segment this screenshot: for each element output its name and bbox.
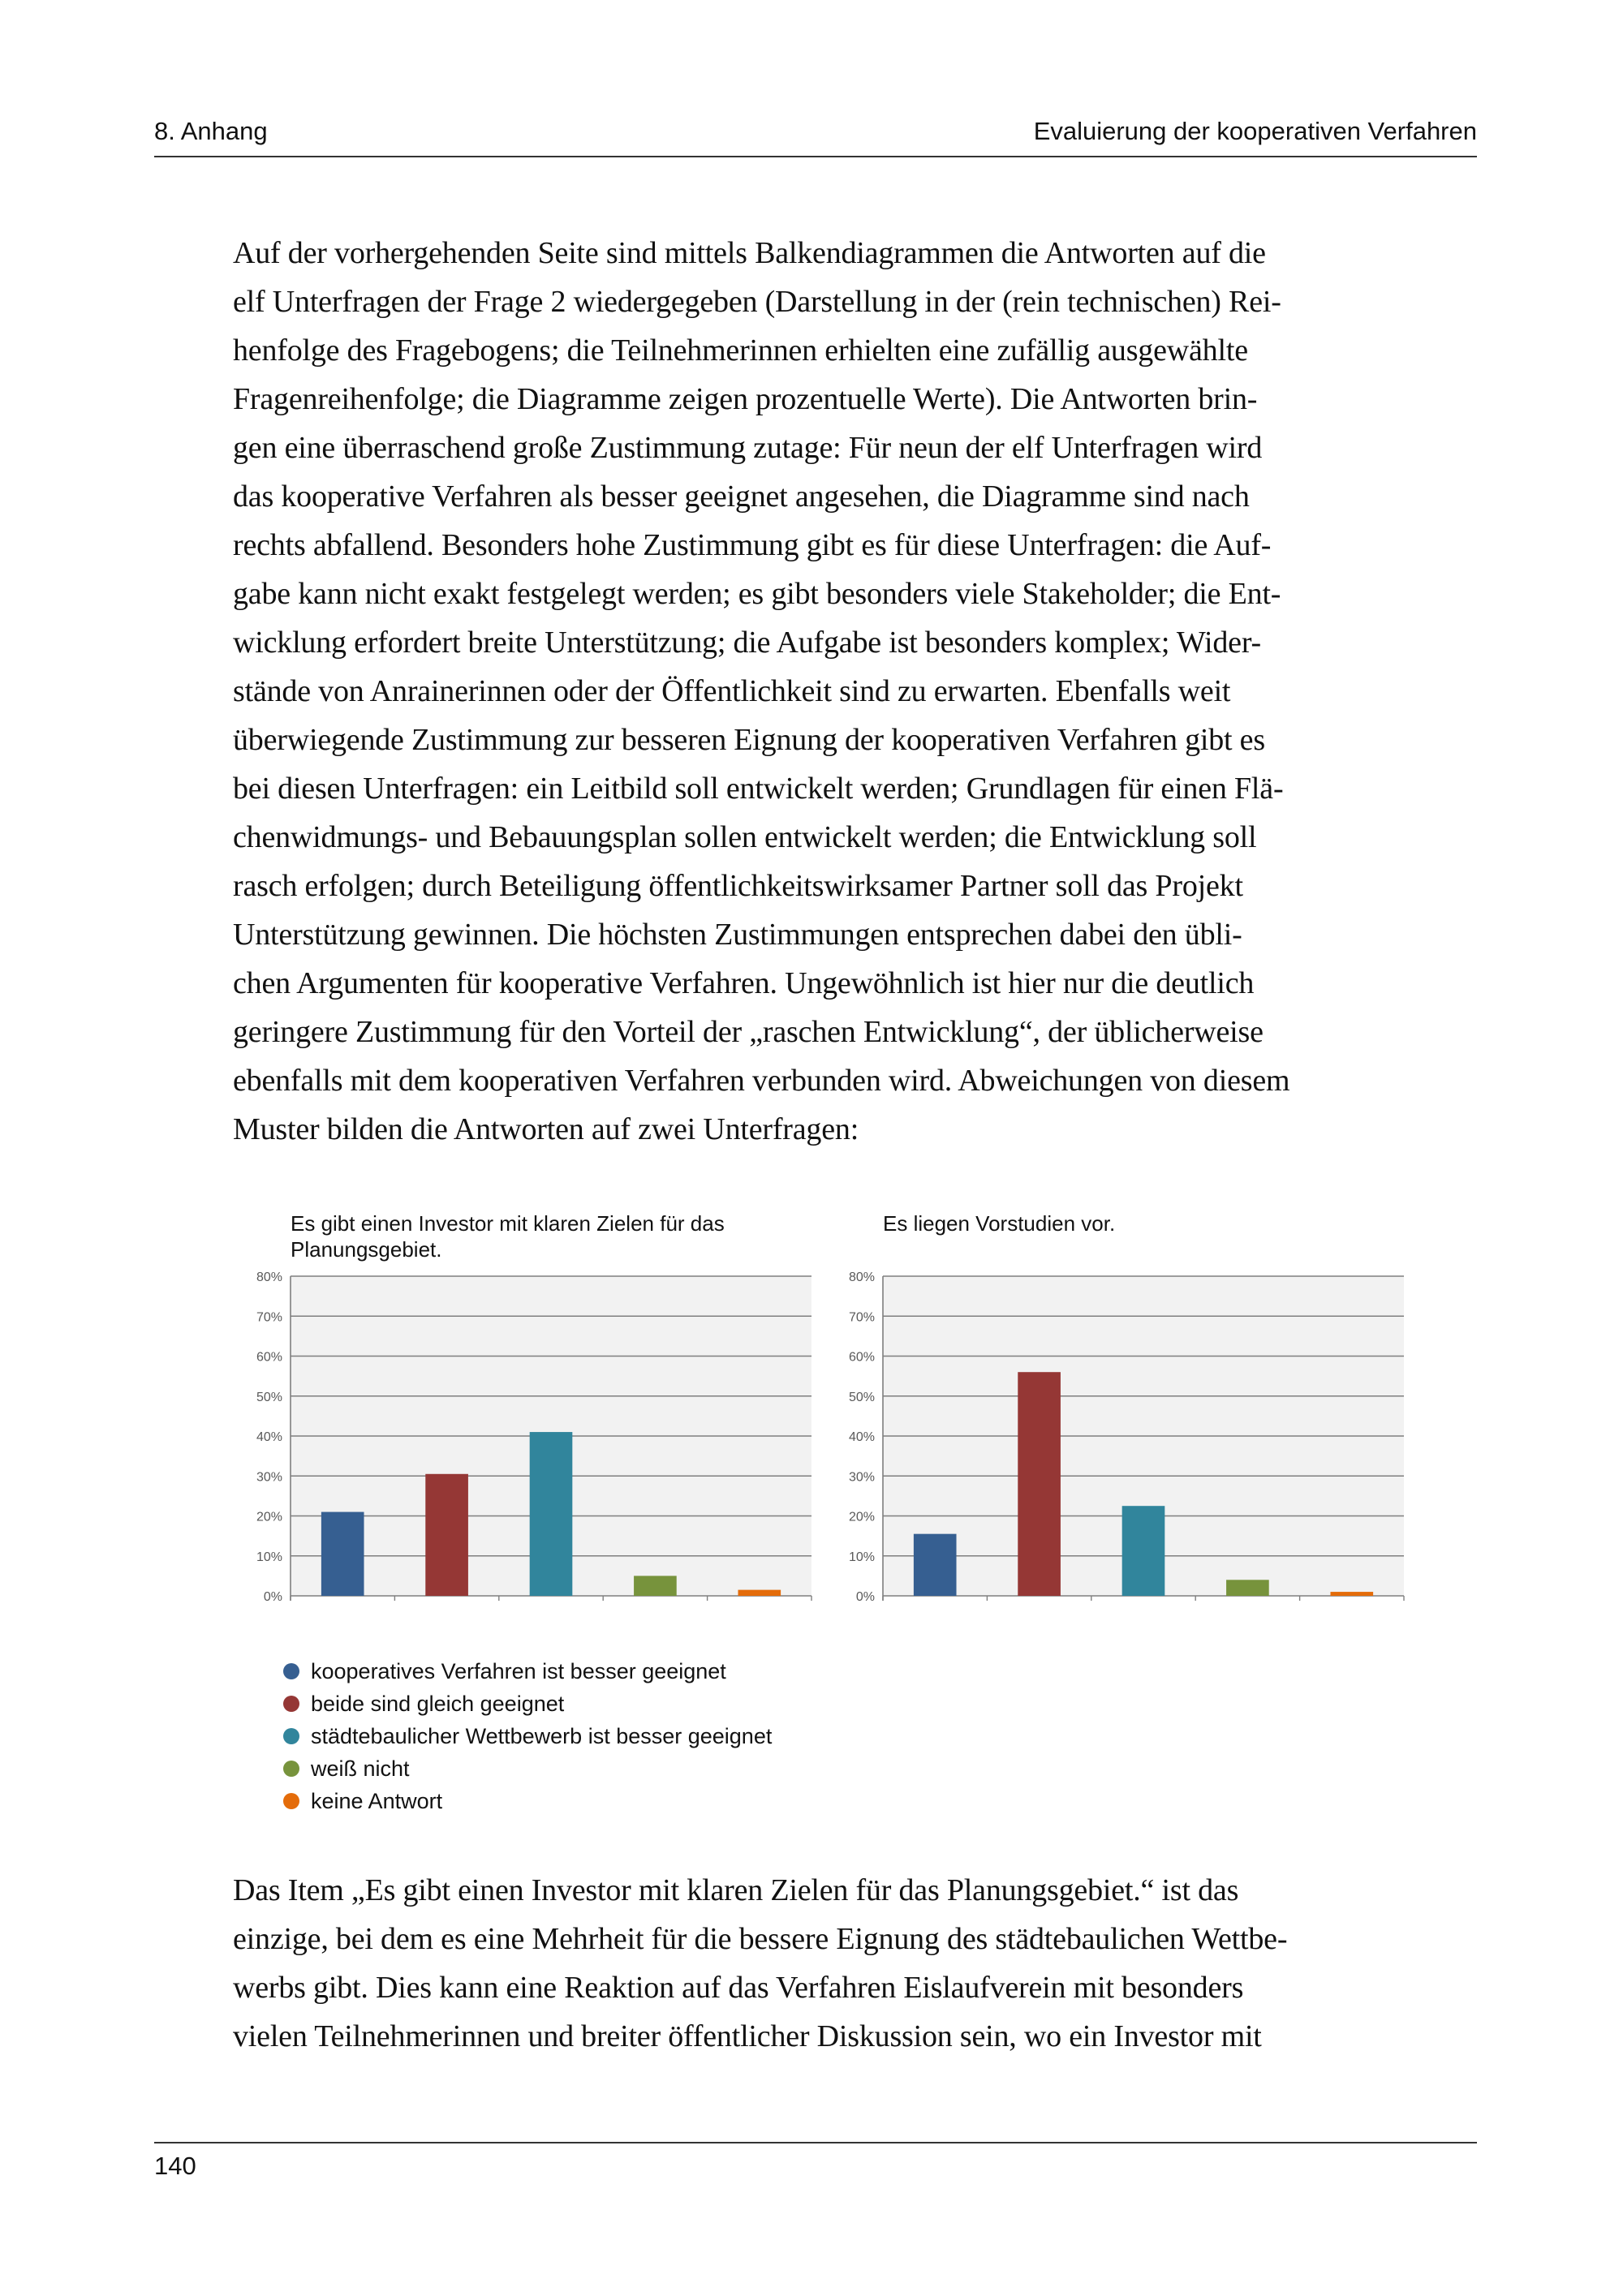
y-tick-label: 70%	[848, 1310, 875, 1325]
section-title: Evaluierung der kooperativen Verfahren	[1033, 117, 1477, 145]
legend-item	[280, 1655, 772, 1688]
text-line: stände von Anrainerinnen oder der Öffentlichkeit sind zu erwarten. Ebenfalls weit	[233, 674, 1231, 708]
bar	[1330, 1592, 1373, 1596]
y-tick-label: 20%	[256, 1510, 282, 1524]
text-line: Auf der vorhergehenden Seite sind mittels Balkendiagrammen die Antworten auf die	[233, 236, 1266, 270]
y-tick-label: 20%	[848, 1510, 875, 1524]
legend-item	[280, 1688, 772, 1720]
chart-title-line: Es gibt einen Investor mit klaren Zielen für das	[291, 1211, 725, 1236]
y-tick-label: 40%	[848, 1430, 875, 1444]
text-line: gen eine überraschend große Zustimmung zutage: Für neun der elf Unterfragen wird	[233, 431, 1263, 465]
text-line: chenwidmungs- und Bebauungsplan sollen entwickelt werden; die Entwicklung soll	[233, 820, 1257, 854]
bar	[530, 1432, 573, 1596]
legend-item	[280, 1752, 772, 1785]
bar	[425, 1474, 468, 1596]
legend-marker	[283, 1663, 299, 1679]
bar	[634, 1576, 677, 1596]
legend-label: kooperatives Verfahren ist besser geeignet	[311, 1658, 726, 1683]
text-line: Das Item „Es gibt einen Investor mit klaren Zielen für das Planungsgebiet.“ ist das	[233, 1873, 1239, 1907]
chart-title-line: Planungsgebiet.	[291, 1237, 442, 1262]
y-tick-label: 0%	[855, 1590, 875, 1604]
paragraph-intro	[233, 229, 1418, 1154]
bar	[321, 1512, 364, 1596]
paragraph-discussion	[233, 1866, 1418, 2061]
text-line: das kooperative Verfahren als besser geeignet angesehen, die Diagramme sind nach	[233, 479, 1250, 514]
text-line: rasch erfolgen; durch Beteiligung öffentlichkeitswirksamer Partner soll das Projekt	[233, 869, 1243, 903]
legend-label: keine Antwort	[311, 1788, 443, 1813]
legend-label: weiß nicht	[311, 1756, 410, 1781]
y-tick-label: 50%	[256, 1390, 282, 1404]
y-tick-label: 50%	[848, 1390, 875, 1404]
legend-label: städtebaulicher Wettbewerb ist besser geeignet	[311, 1723, 773, 1748]
text-line: henfolge des Fragebogens; die Teilnehmerinnen erhielten eine zufällig ausgewählte	[233, 333, 1248, 368]
footer-divider	[154, 2142, 1477, 2143]
legend-marker	[283, 1696, 299, 1712]
text-line: Fragenreihenfolge; die Diagramme zeigen prozentuelle Werte). Die Antworten brin-	[233, 382, 1258, 416]
text-line: einzige, bei dem es eine Mehrheit für die bessere Eignung des städtebaulichen Wettbe-	[233, 1922, 1288, 1956]
text-line: gabe kann nicht exakt festgelegt werden; es gibt besonders viele Stakeholder; die Ent-	[233, 577, 1281, 611]
text-line: werbs gibt. Dies kann eine Reaktion auf das Verfahren Eislaufverein mit besonders	[233, 1971, 1244, 2005]
chapter-title: 8. Anhang	[154, 117, 268, 145]
y-tick-label: 60%	[848, 1350, 875, 1365]
text-line: wicklung erfordert breite Unterstützung; die Aufgabe ist besonders komplex; Wider-	[233, 626, 1261, 660]
y-tick-label: 70%	[256, 1310, 282, 1325]
text-line: geringere Zustimmung für den Vorteil der „raschen Entwicklung“, der üblicherweise	[233, 1015, 1264, 1049]
chart-investor	[243, 1201, 828, 1655]
bar	[1122, 1506, 1165, 1596]
y-tick-label: 40%	[256, 1430, 282, 1444]
text-line: ebenfalls mit dem kooperativen Verfahren verbunden wird. Abweichungen von diesem	[233, 1064, 1290, 1098]
y-tick-label: 30%	[848, 1470, 875, 1485]
y-tick-label: 10%	[256, 1550, 282, 1564]
text-line: Muster bilden die Antworten auf zwei Unterfragen:	[233, 1112, 859, 1146]
text-line: elf Unterfragen der Frage 2 wiedergegeben (Darstellung in der (rein technischen) Rei-	[233, 285, 1281, 319]
legend-marker	[283, 1793, 299, 1809]
bar	[914, 1534, 957, 1596]
chart-legend	[280, 1655, 772, 1817]
text-line: bei diesen Unterfragen: ein Leitbild soll entwickelt werden; Grundlagen für einen Flä-	[233, 772, 1284, 806]
bar	[1226, 1580, 1269, 1596]
y-tick-label: 80%	[848, 1271, 875, 1284]
y-tick-label: 0%	[263, 1590, 282, 1604]
chart-svg	[836, 1201, 1420, 1655]
running-header	[154, 114, 1477, 157]
chart-vorstudien	[836, 1201, 1420, 1655]
text-line: vielen Teilnehmerinnen und breiter öffentlicher Diskussion sein, wo ein Investor mit	[233, 2019, 1262, 2053]
legend-label: beide sind gleich geeignet	[311, 1691, 565, 1716]
legend-item	[280, 1720, 772, 1752]
bar	[1018, 1372, 1061, 1596]
text-line: rechts abfallend. Besonders hohe Zustimmung gibt es für diese Unterfragen: die Auf-	[233, 528, 1272, 562]
text-line: überwiegende Zustimmung zur besseren Eignung der kooperativen Verfahren gibt es	[233, 723, 1265, 757]
chart-svg	[243, 1201, 828, 1655]
legend-item	[280, 1785, 772, 1817]
legend-marker	[283, 1728, 299, 1744]
text-line: chen Argumenten für kooperative Verfahren. Ungewöhnlich ist hier nur die deutlich	[233, 966, 1255, 1000]
y-tick-label: 80%	[256, 1271, 282, 1284]
legend-marker	[283, 1761, 299, 1777]
y-tick-label: 10%	[848, 1550, 875, 1564]
y-tick-label: 30%	[256, 1470, 282, 1485]
y-tick-label: 60%	[256, 1350, 282, 1365]
chart-title-line: Es liegen Vorstudien vor.	[883, 1211, 1116, 1236]
bar	[738, 1590, 781, 1596]
text-line: Unterstützung gewinnen. Die höchsten Zustimmungen entsprechen dabei den übli-	[233, 918, 1242, 952]
page-number: 140	[154, 2152, 196, 2180]
